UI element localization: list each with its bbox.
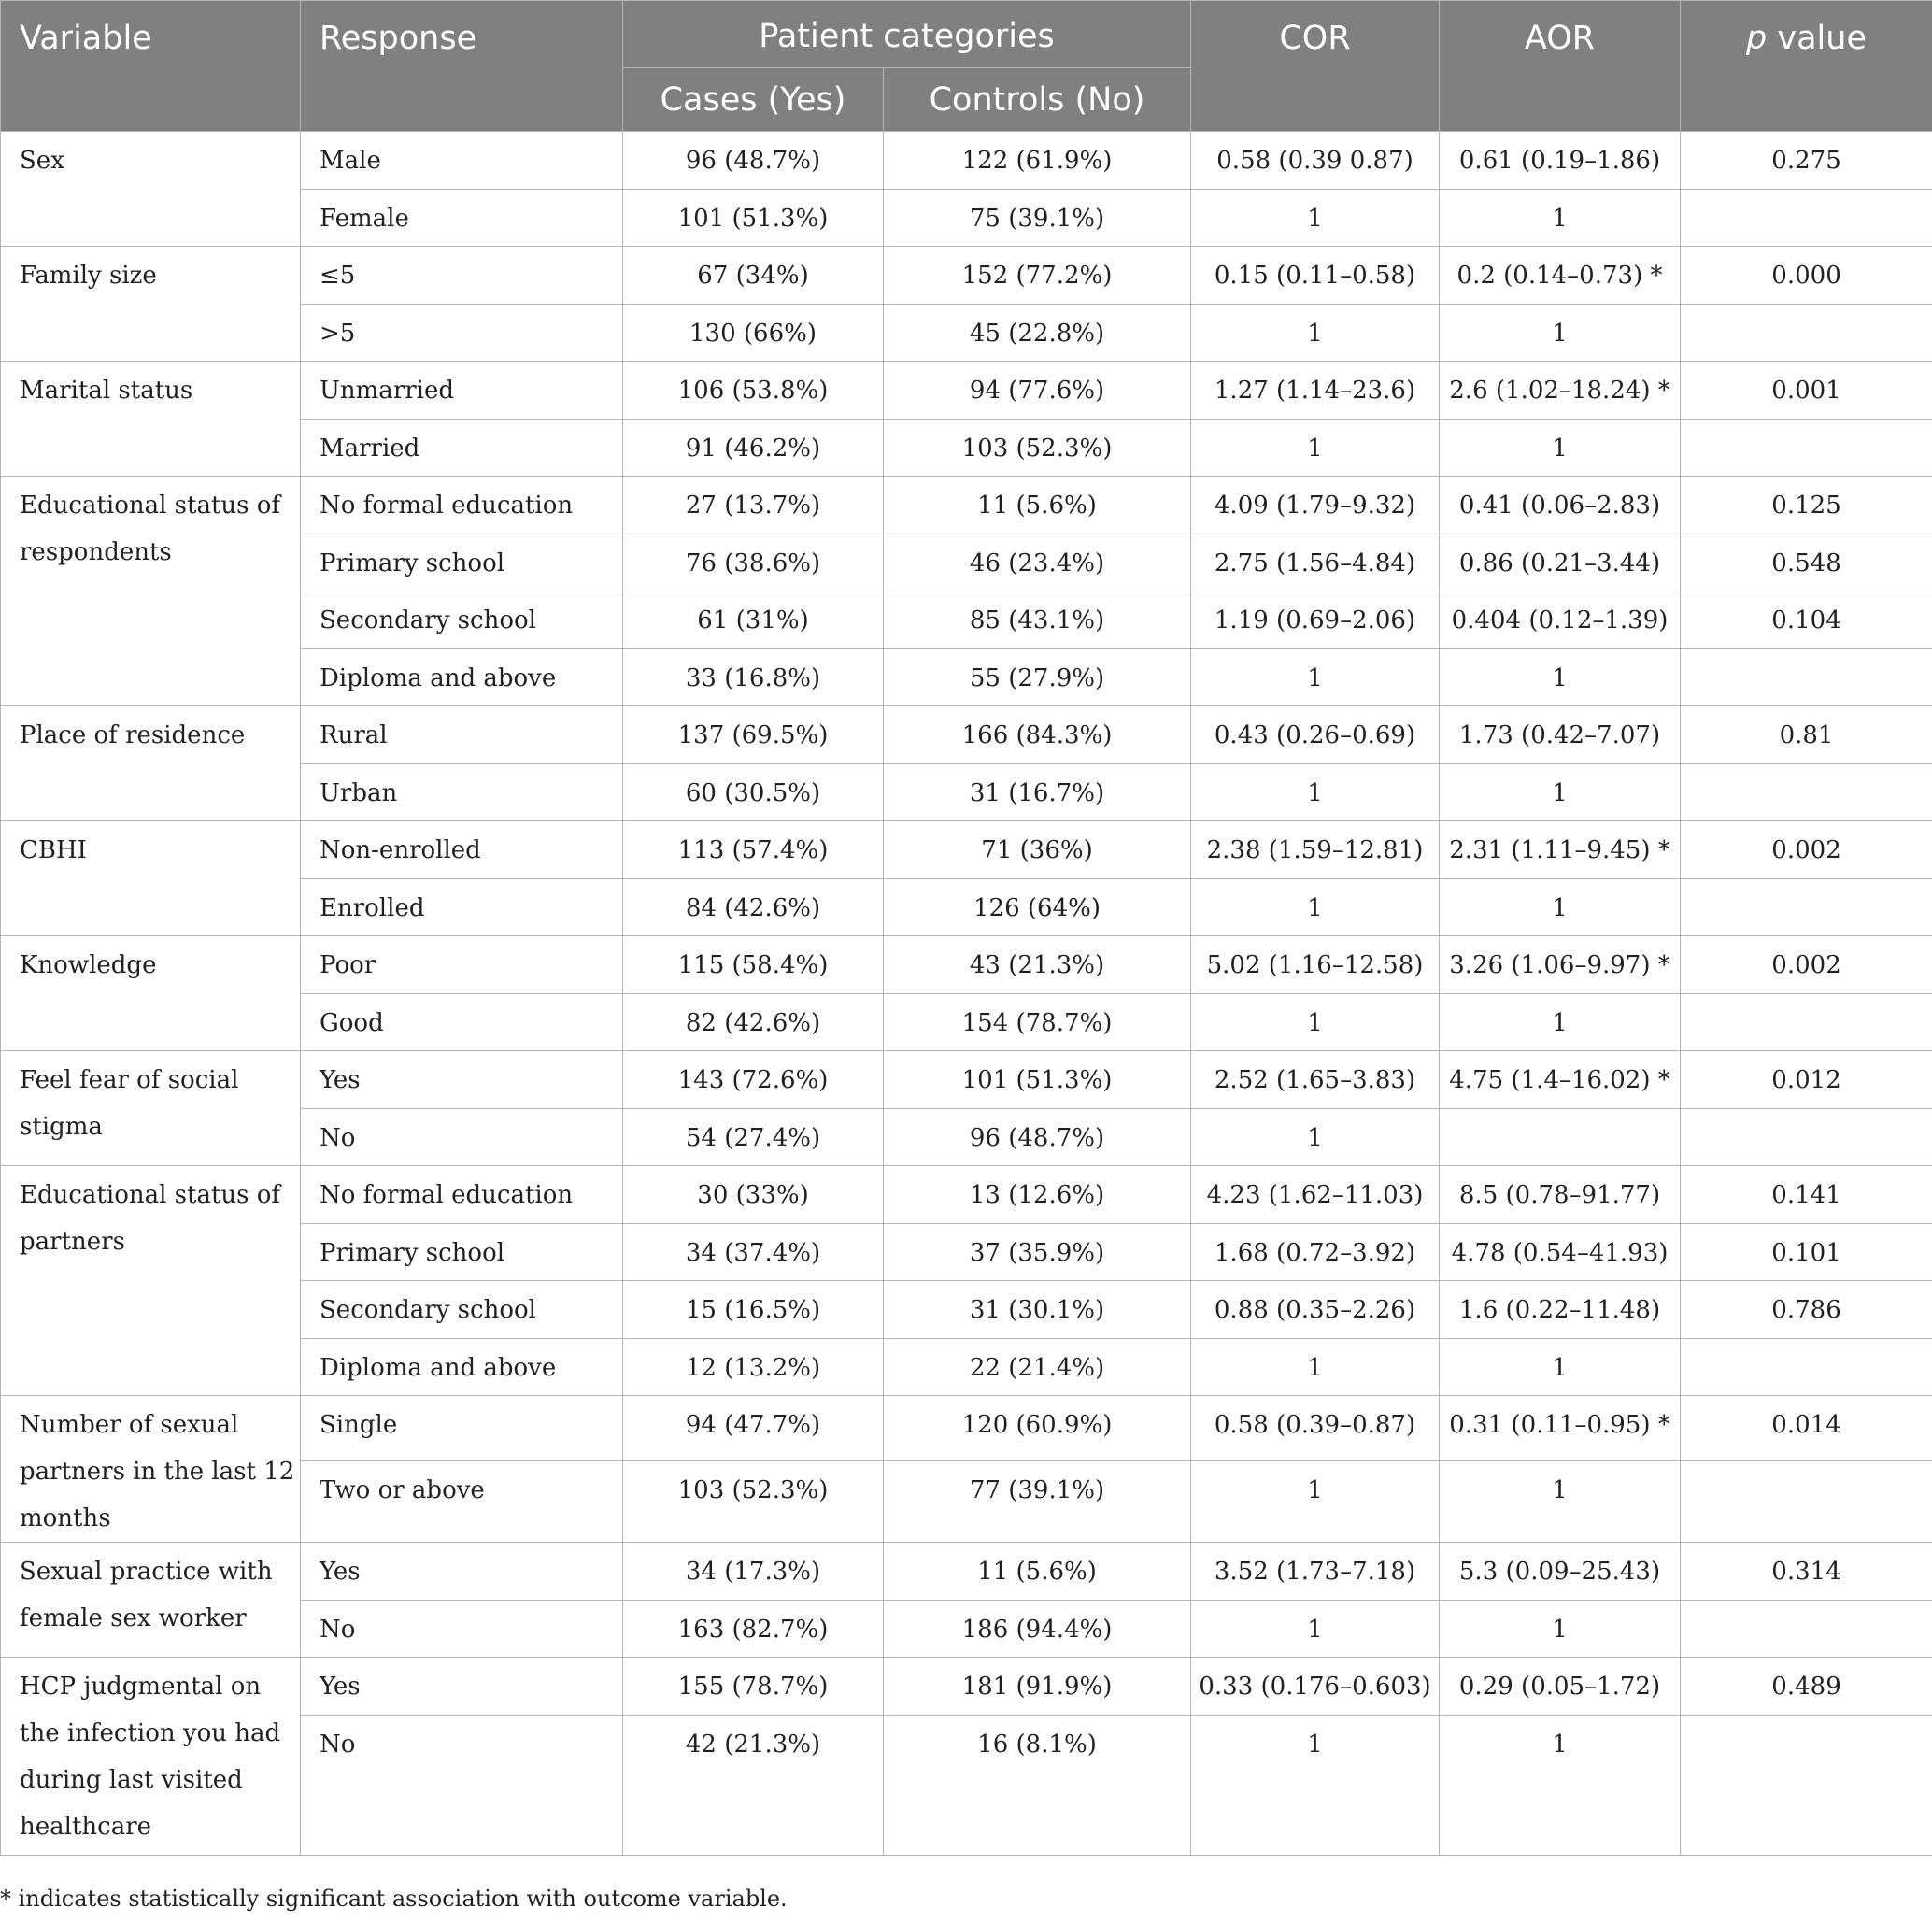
aor-cell: 0.29 (0.05–1.72) (1440, 1658, 1681, 1716)
cases-cell: 33 (16.8%) (623, 648, 884, 706)
controls-cell: 122 (61.9%) (884, 132, 1191, 190)
cases-cell: 60 (30.5%) (623, 763, 884, 821)
response-cell: ≤5 (301, 247, 623, 305)
p-value-cell: 0.104 (1681, 591, 1932, 649)
variable-cell: Knowledge (1, 936, 301, 1051)
header-p-value (1681, 1, 1932, 132)
aor-cell: 3.26 (1.06–9.97) * (1440, 936, 1681, 994)
header-aor: AOR (1440, 1, 1681, 132)
cases-cell: 163 (82.7%) (623, 1600, 884, 1658)
table-row (1, 362, 1932, 420)
controls-cell: 101 (51.3%) (884, 1051, 1191, 1109)
p-value-cell (1681, 648, 1932, 706)
cor-cell: 2.38 (1.59–12.81) (1191, 821, 1440, 879)
controls-cell: 166 (84.3%) (884, 706, 1191, 764)
p-value-cell: 0.012 (1681, 1051, 1932, 1109)
p-value-cell (1681, 1715, 1932, 1855)
p-value-cell (1681, 189, 1932, 247)
cases-cell: 101 (51.3%) (623, 189, 884, 247)
header-cor: COR (1191, 1, 1440, 132)
header-patient-categories: Patient categories (623, 1, 1191, 68)
response-cell: No formal education (301, 1166, 623, 1224)
response-cell: Male (301, 132, 623, 190)
header-variable: Variable (1, 1, 301, 132)
cor-cell: 1 (1191, 1338, 1440, 1396)
controls-cell: 77 (39.1%) (884, 1461, 1191, 1543)
table-row (1, 247, 1932, 305)
response-cell: Yes (301, 1658, 623, 1716)
cor-cell: 0.58 (0.39 0.87) (1191, 132, 1440, 190)
cases-cell: 137 (69.5%) (623, 706, 884, 764)
controls-cell: 103 (52.3%) (884, 419, 1191, 477)
table-header (1, 1, 1932, 132)
response-cell: Two or above (301, 1461, 623, 1543)
p-value-cell (1681, 993, 1932, 1051)
header-response: Response (301, 1, 623, 132)
controls-cell: 31 (30.1%) (884, 1281, 1191, 1339)
response-cell: Married (301, 419, 623, 477)
cor-cell: 1 (1191, 419, 1440, 477)
cor-cell: 1.68 (0.72–3.92) (1191, 1223, 1440, 1281)
p-value-cell (1681, 878, 1932, 936)
controls-cell: 11 (5.6%) (884, 477, 1191, 534)
controls-cell: 120 (60.9%) (884, 1396, 1191, 1461)
p-value-cell: 0.81 (1681, 706, 1932, 764)
header-p-italic: p (1746, 20, 1768, 57)
aor-cell: 4.78 (0.54–41.93) (1440, 1223, 1681, 1281)
response-cell: Single (301, 1396, 623, 1461)
p-value-cell: 0.101 (1681, 1223, 1932, 1281)
controls-cell: 11 (5.6%) (884, 1543, 1191, 1601)
cor-cell: 1 (1191, 993, 1440, 1051)
controls-cell: 152 (77.2%) (884, 247, 1191, 305)
aor-cell: 1 (1440, 648, 1681, 706)
response-cell: Unmarried (301, 362, 623, 420)
cor-cell: 1 (1191, 1600, 1440, 1658)
aor-cell: 1 (1440, 993, 1681, 1051)
cor-cell: 1.27 (1.14–23.6) (1191, 362, 1440, 420)
controls-cell: 96 (48.7%) (884, 1108, 1191, 1166)
controls-cell: 55 (27.9%) (884, 648, 1191, 706)
response-cell: Diploma and above (301, 648, 623, 706)
p-value-cell (1681, 1108, 1932, 1166)
cor-cell: 0.43 (0.26–0.69) (1191, 706, 1440, 764)
p-value-cell (1681, 1600, 1932, 1658)
controls-cell: 186 (94.4%) (884, 1600, 1191, 1658)
cases-cell: 96 (48.7%) (623, 132, 884, 190)
p-value-cell (1681, 1461, 1932, 1543)
cases-cell: 12 (13.2%) (623, 1338, 884, 1396)
aor-cell: 1 (1440, 878, 1681, 936)
response-cell: Primary school (301, 534, 623, 591)
aor-cell (1440, 1108, 1681, 1166)
aor-cell: 0.404 (0.12–1.39) (1440, 591, 1681, 649)
cases-cell: 155 (78.7%) (623, 1658, 884, 1716)
response-cell: Rural (301, 706, 623, 764)
p-value-cell: 0.786 (1681, 1281, 1932, 1339)
response-cell: Primary school (301, 1223, 623, 1281)
response-cell: No (301, 1108, 623, 1166)
header-p-rest: value (1767, 20, 1867, 57)
controls-cell: 46 (23.4%) (884, 534, 1191, 591)
table-row (1, 706, 1932, 764)
cor-cell: 1.19 (0.69–2.06) (1191, 591, 1440, 649)
cor-cell: 0.15 (0.11–0.58) (1191, 247, 1440, 305)
response-cell: No (301, 1600, 623, 1658)
p-value-cell: 0.002 (1681, 936, 1932, 994)
response-cell: Female (301, 189, 623, 247)
cor-cell: 5.02 (1.16–12.58) (1191, 936, 1440, 994)
p-value-cell (1681, 1338, 1932, 1396)
cor-cell: 2.52 (1.65–3.83) (1191, 1051, 1440, 1109)
response-cell: Diploma and above (301, 1338, 623, 1396)
aor-cell: 1 (1440, 763, 1681, 821)
p-value-cell: 0.014 (1681, 1396, 1932, 1461)
variable-cell: Sexual practice with female sex worker (1, 1543, 301, 1658)
table-row (1, 1051, 1932, 1109)
aor-cell: 2.6 (1.02–18.24) * (1440, 362, 1681, 420)
aor-cell: 1 (1440, 1600, 1681, 1658)
cor-cell: 1 (1191, 189, 1440, 247)
p-value-cell (1681, 304, 1932, 362)
variable-cell: Educational status of respondents (1, 477, 301, 706)
cases-cell: 54 (27.4%) (623, 1108, 884, 1166)
p-value-cell: 0.314 (1681, 1543, 1932, 1601)
cor-cell: 0.33 (0.176–0.603) (1191, 1658, 1440, 1716)
variable-cell: Place of residence (1, 706, 301, 821)
response-cell: Good (301, 993, 623, 1051)
aor-cell: 2.31 (1.11–9.45) * (1440, 821, 1681, 879)
response-cell: Urban (301, 763, 623, 821)
cases-cell: 103 (52.3%) (623, 1461, 884, 1543)
cor-cell: 1 (1191, 304, 1440, 362)
cases-cell: 15 (16.5%) (623, 1281, 884, 1339)
cor-cell: 3.52 (1.73–7.18) (1191, 1543, 1440, 1601)
table-row (1, 936, 1932, 994)
aor-cell: 5.3 (0.09–25.43) (1440, 1543, 1681, 1601)
cases-cell: 42 (21.3%) (623, 1715, 884, 1855)
cases-cell: 115 (58.4%) (623, 936, 884, 994)
aor-cell: 0.2 (0.14–0.73) * (1440, 247, 1681, 305)
cor-cell: 1 (1191, 763, 1440, 821)
cases-cell: 67 (34%) (623, 247, 884, 305)
table-footnote: * indicates statistically significant association with outcome variable. (0, 1886, 788, 1912)
p-value-cell: 0.125 (1681, 477, 1932, 534)
aor-cell: 0.41 (0.06–2.83) (1440, 477, 1681, 534)
response-cell: Non-enrolled (301, 821, 623, 879)
table-body (1, 132, 1932, 1856)
aor-cell: 0.61 (0.19–1.86) (1440, 132, 1681, 190)
aor-cell: 1 (1440, 1338, 1681, 1396)
cor-cell: 2.75 (1.56–4.84) (1191, 534, 1440, 591)
table-row (1, 132, 1932, 190)
controls-cell: 85 (43.1%) (884, 591, 1191, 649)
controls-cell: 181 (91.9%) (884, 1658, 1191, 1716)
cases-cell: 61 (31%) (623, 591, 884, 649)
table-row (1, 1543, 1932, 1601)
p-value-cell: 0.489 (1681, 1658, 1932, 1716)
variable-cell: Educational status of partners (1, 1166, 301, 1396)
aor-cell: 1 (1440, 189, 1681, 247)
aor-cell: 0.31 (0.11–0.95) * (1440, 1396, 1681, 1461)
cases-cell: 143 (72.6%) (623, 1051, 884, 1109)
p-value-cell: 0.001 (1681, 362, 1932, 420)
cor-cell: 1 (1191, 1108, 1440, 1166)
cases-cell: 113 (57.4%) (623, 821, 884, 879)
cases-cell: 34 (17.3%) (623, 1543, 884, 1601)
cor-cell: 1 (1191, 878, 1440, 936)
response-cell: No formal education (301, 477, 623, 534)
cases-cell: 94 (47.7%) (623, 1396, 884, 1461)
p-value-cell: 0.548 (1681, 534, 1932, 591)
aor-cell: 4.75 (1.4–16.02) * (1440, 1051, 1681, 1109)
aor-cell: 8.5 (0.78–91.77) (1440, 1166, 1681, 1224)
response-cell: Yes (301, 1051, 623, 1109)
aor-cell: 1 (1440, 419, 1681, 477)
cases-cell: 76 (38.6%) (623, 534, 884, 591)
table-row (1, 1396, 1932, 1461)
controls-cell: 154 (78.7%) (884, 993, 1191, 1051)
cor-cell: 4.09 (1.79–9.32) (1191, 477, 1440, 534)
aor-cell: 1 (1440, 304, 1681, 362)
aor-cell: 1 (1440, 1461, 1681, 1543)
controls-cell: 71 (36%) (884, 821, 1191, 879)
cor-cell: 0.88 (0.35–2.26) (1191, 1281, 1440, 1339)
aor-cell: 1.73 (0.42–7.07) (1440, 706, 1681, 764)
table-row (1, 477, 1932, 534)
controls-cell: 45 (22.8%) (884, 304, 1191, 362)
controls-cell: 37 (35.9%) (884, 1223, 1191, 1281)
response-cell: >5 (301, 304, 623, 362)
aor-cell: 1.6 (0.22–11.48) (1440, 1281, 1681, 1339)
controls-cell: 43 (21.3%) (884, 936, 1191, 994)
cases-cell: 106 (53.8%) (623, 362, 884, 420)
aor-cell: 0.86 (0.21–3.44) (1440, 534, 1681, 591)
p-value-cell (1681, 763, 1932, 821)
variable-cell: Number of sexual partners in the last 12 months (1, 1396, 301, 1543)
cases-cell: 30 (33%) (623, 1166, 884, 1224)
variable-cell: Marital status (1, 362, 301, 477)
p-value-cell: 0.002 (1681, 821, 1932, 879)
p-value-cell: 0.275 (1681, 132, 1932, 190)
response-cell: Enrolled (301, 878, 623, 936)
header-cases: Cases (Yes) (623, 68, 884, 132)
controls-cell: 16 (8.1%) (884, 1715, 1191, 1855)
response-cell: No (301, 1715, 623, 1855)
cases-cell: 34 (37.4%) (623, 1223, 884, 1281)
p-value-cell (1681, 419, 1932, 477)
aor-cell: 1 (1440, 1715, 1681, 1855)
variable-cell: HCP judgmental on the infection you had during last visited healthcare (1, 1658, 301, 1856)
response-cell: Yes (301, 1543, 623, 1601)
controls-cell: 22 (21.4%) (884, 1338, 1191, 1396)
cases-cell: 27 (13.7%) (623, 477, 884, 534)
cor-cell: 4.23 (1.62–11.03) (1191, 1166, 1440, 1224)
response-cell: Secondary school (301, 591, 623, 649)
cases-cell: 91 (46.2%) (623, 419, 884, 477)
variable-cell: Feel fear of social stigma (1, 1051, 301, 1166)
controls-cell: 13 (12.6%) (884, 1166, 1191, 1224)
controls-cell: 31 (16.7%) (884, 763, 1191, 821)
controls-cell: 126 (64%) (884, 878, 1191, 936)
cor-cell: 1 (1191, 648, 1440, 706)
response-cell: Poor (301, 936, 623, 994)
cor-cell: 1 (1191, 1461, 1440, 1543)
response-cell: Secondary school (301, 1281, 623, 1339)
controls-cell: 75 (39.1%) (884, 189, 1191, 247)
cor-cell: 1 (1191, 1715, 1440, 1855)
p-value-cell: 0.141 (1681, 1166, 1932, 1224)
table-row (1, 821, 1932, 879)
variable-cell: Sex (1, 132, 301, 247)
header-controls: Controls (No) (884, 68, 1191, 132)
cor-cell: 0.58 (0.39–0.87) (1191, 1396, 1440, 1461)
cases-cell: 84 (42.6%) (623, 878, 884, 936)
variable-cell: Family size (1, 247, 301, 362)
table-row (1, 1658, 1932, 1716)
cases-cell: 82 (42.6%) (623, 993, 884, 1051)
cases-cell: 130 (66%) (623, 304, 884, 362)
variable-cell: CBHI (1, 821, 301, 936)
p-value-cell: 0.000 (1681, 247, 1932, 305)
controls-cell: 94 (77.6%) (884, 362, 1191, 420)
table-row (1, 1166, 1932, 1224)
